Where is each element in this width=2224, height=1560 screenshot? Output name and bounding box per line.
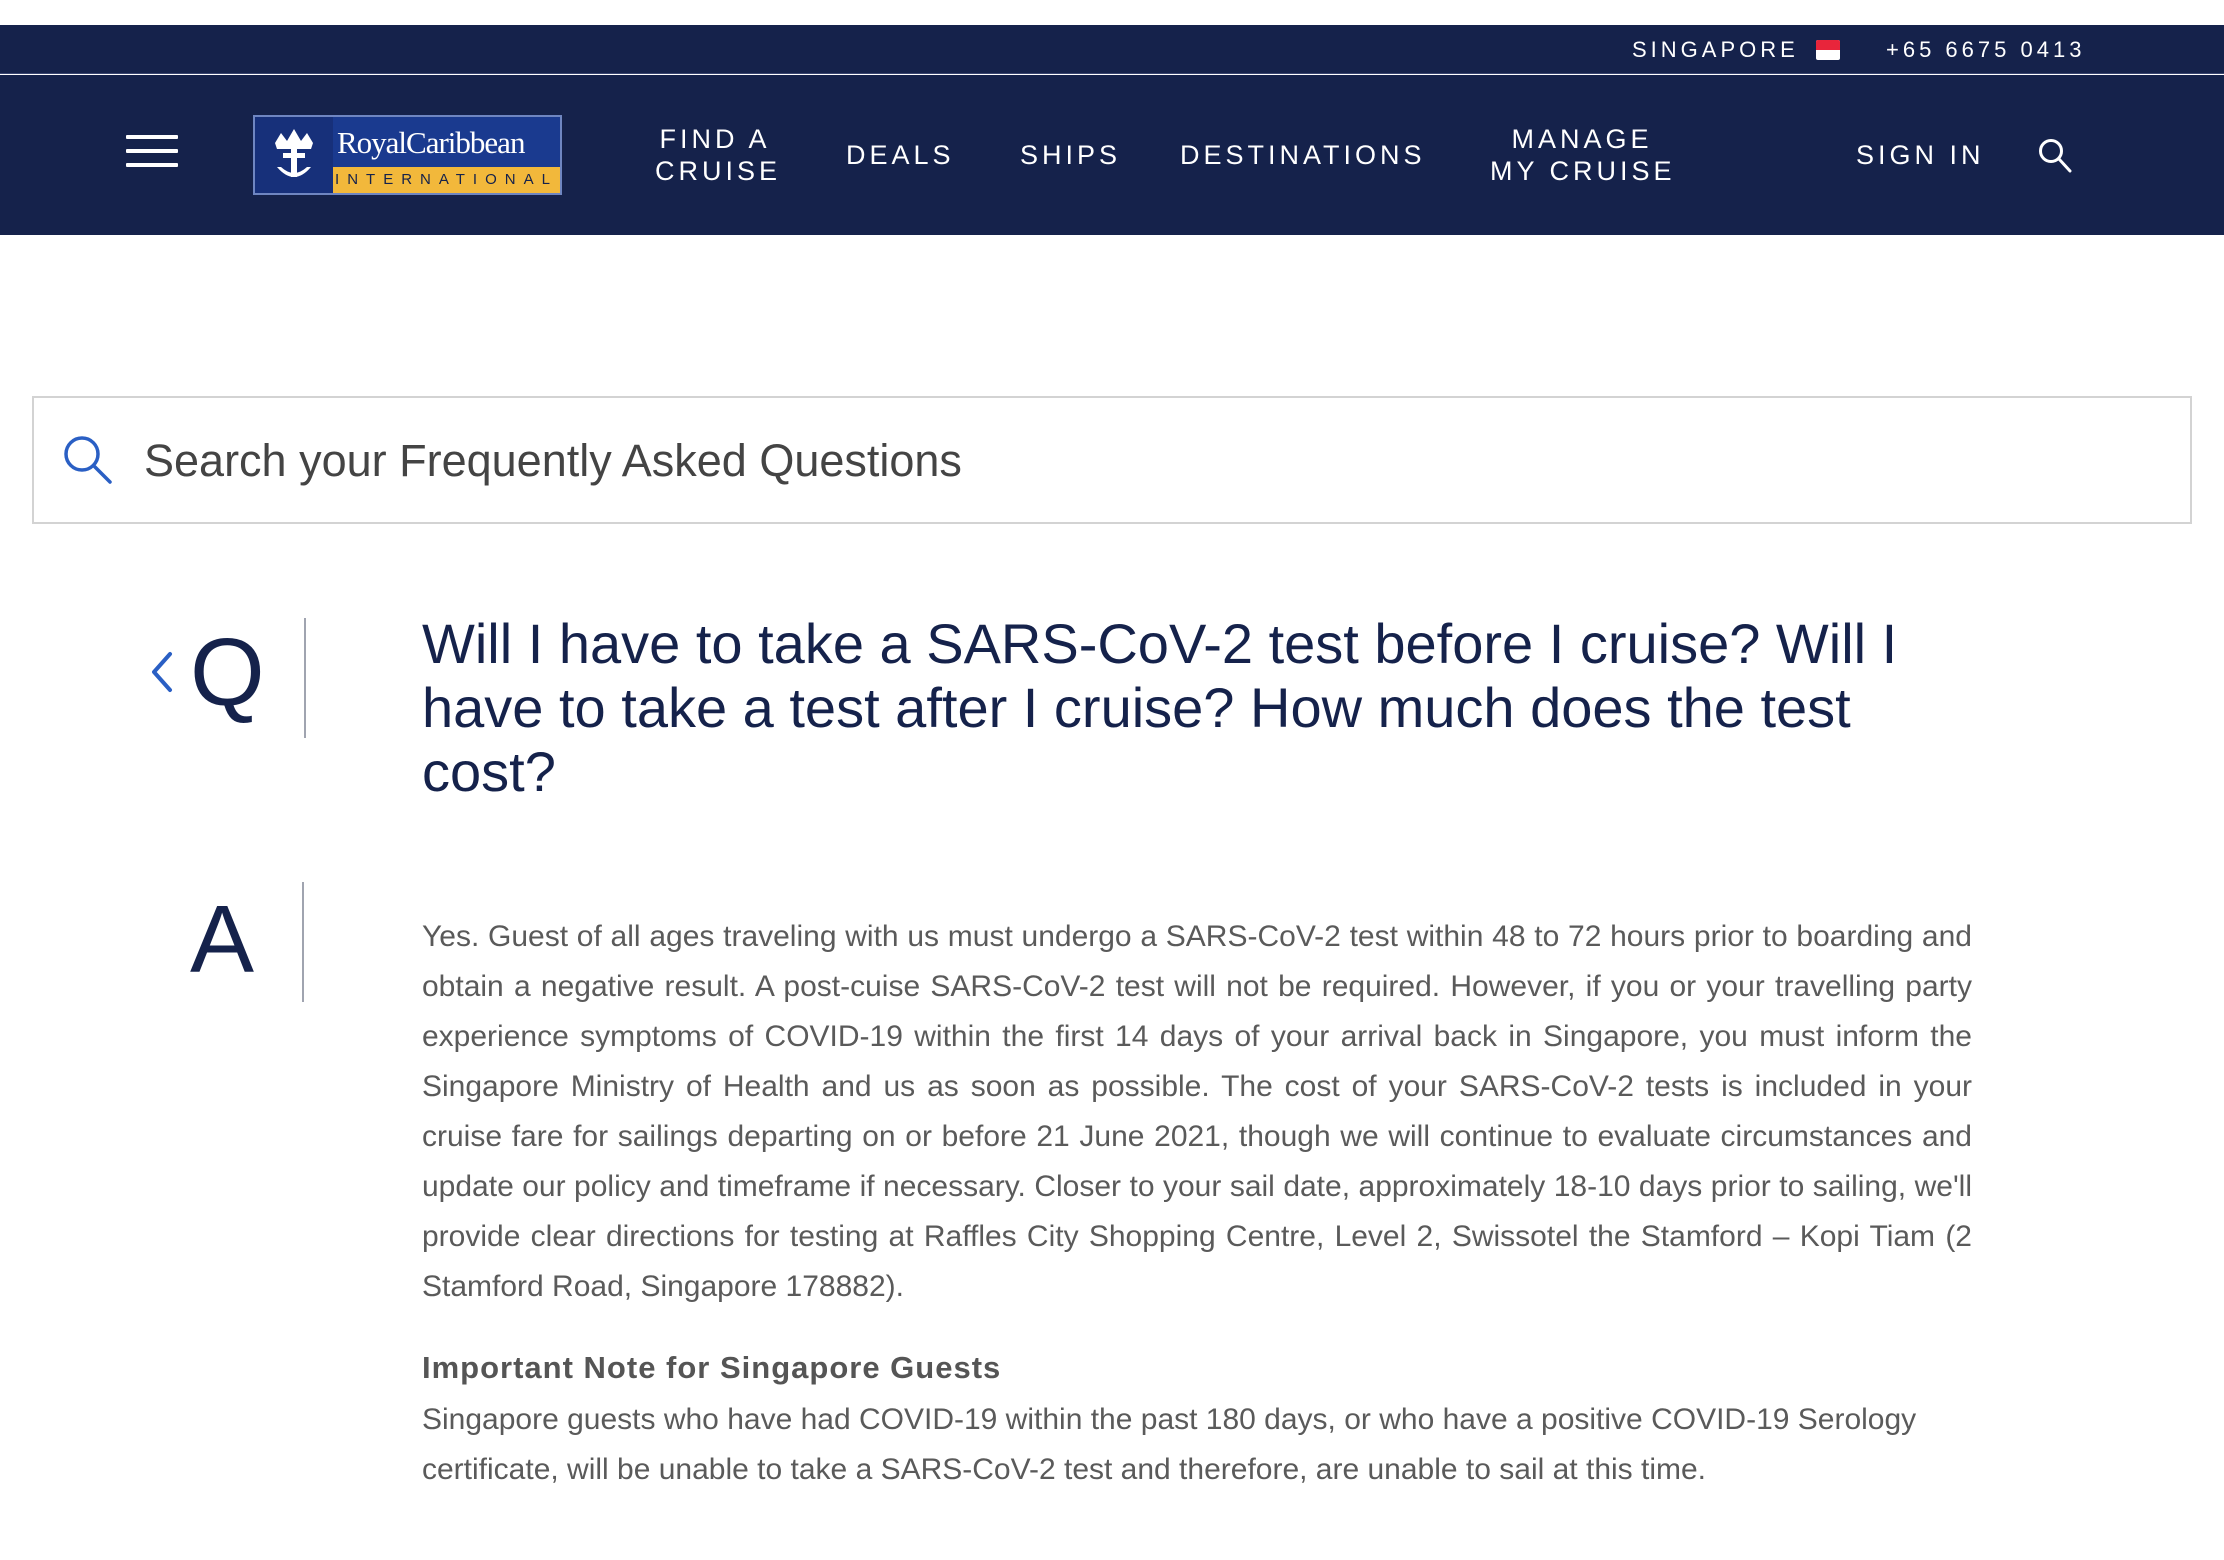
important-note-text: Singapore guests who have had COVID-19 within the past 180 days, or who have a positive COVID-19 Serology certificate, will be unable to take a SARS-CoV-2 test and therefore, are unable to sail at this time. [422,1403,1917,1486]
logo-wordmark: RoyalCaribbean [337,125,525,160]
utility-bar [0,25,2224,74]
question-label: Q [190,619,265,726]
back-chevron-icon[interactable] [148,650,176,694]
logo-subtitle: INTERNATIONAL [333,167,560,193]
question-title: Will I have to take a SARS-CoV-2 test before I cruise? Will I have to take a test after I cruise? How much does the test cost? [422,612,1898,803]
nav-manage-line1: MANAGE [1511,124,1653,154]
question-divider [304,618,306,738]
crown-anchor-icon [255,117,333,193]
nav-manage-my-cruise[interactable] [1490,123,1674,187]
royal-caribbean-logo[interactable] [253,115,562,195]
faq-search-box [32,396,2192,524]
faq-search-input[interactable] [144,424,2144,498]
sign-in-link[interactable]: SIGN IN [1856,140,1985,170]
faq-search-icon[interactable] [62,434,114,486]
main-navigation [0,75,2224,235]
phone-number-link[interactable]: +65 6675 0413 [1886,37,2086,62]
answer-text: Yes. Guest of all ages traveling with us must undergo a SARS-CoV-2 test within 48 to 72 hours prior to boarding and obtain a negative result. A post-cuise SARS-CoV-2 test will not be required. However, if you or your travelling party experience symptoms of COVID-19 within the first 14 days of your arrival back in Singapore, you must inform the Singapore Ministry of Health and us as soon as possible. The cost of your SARS-CoV-2 tests is included in your cruise fare for sailings departing on or before 21 June 2021, though we will continue to evaluate circumstances and update our policy and timeframe if necessary. Closer to your sail date, approximately 18-10 days prior to sailing, we'll provide clear directions for testing at Raffles City Shopping Centre, Level 2, Swissotel the Stamford – Kopi Tiam (2 Stamford Road, Singapore 178882). [422,920,1972,1303]
nav-manage-line2: MY CRUISE [1490,156,1676,186]
top-gap [0,0,2224,25]
country-selector[interactable]: SINGAPORE [1632,37,1799,62]
nav-destinations[interactable]: DESTINATIONS [1180,140,1426,170]
nav-ships[interactable]: SHIPS [1020,140,1122,170]
nav-find-a-cruise[interactable] [655,123,782,187]
answer-divider [302,882,304,1002]
answer-label: A [190,886,255,993]
nav-deals[interactable]: DEALS [846,140,955,170]
singapore-flag-icon[interactable] [1816,40,1840,60]
nav-find-a-cruise-line1: FIND A [659,124,771,154]
important-note-heading: Important Note for Singapore Guests [422,1350,1002,1385]
hamburger-menu-icon[interactable] [126,133,178,169]
nav-find-a-cruise-line2: CRUISE [655,156,782,186]
search-icon[interactable] [2038,138,2072,174]
